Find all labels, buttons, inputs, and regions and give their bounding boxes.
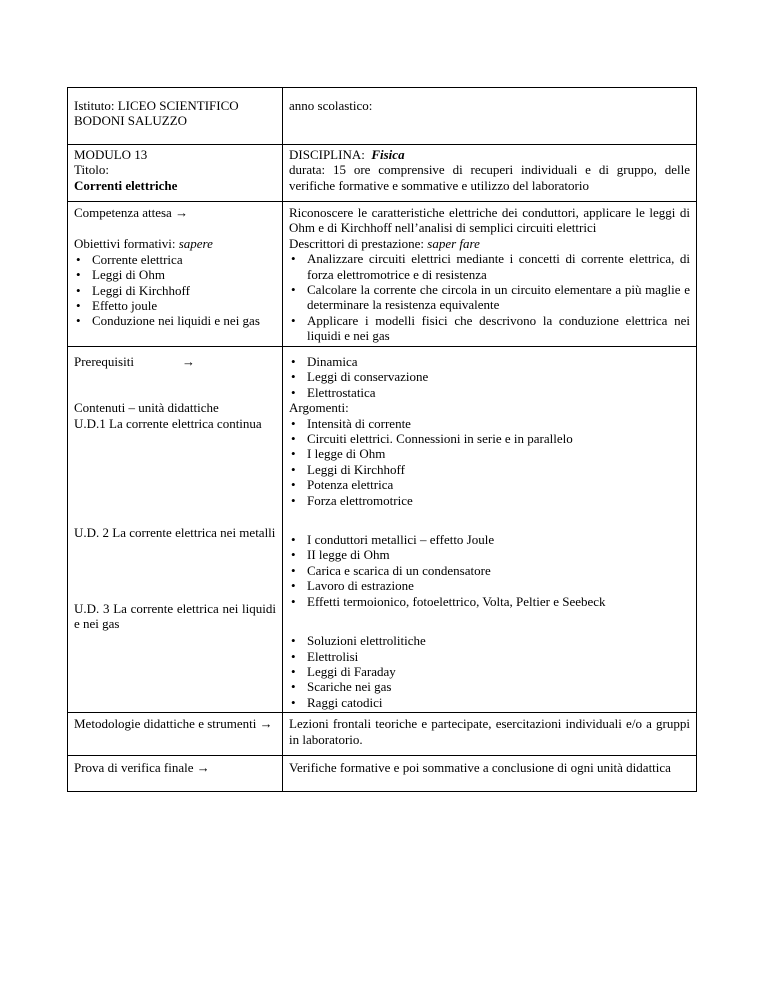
anno-text: anno scolastico: <box>289 98 373 113</box>
durata-text: durata: 15 ore comprensive di recuperi individuali e di gruppo, delle verifiche formative e sommative e utilizzo del laboratorio <box>289 162 690 193</box>
descrittori-heading <box>289 236 690 251</box>
verifica-cell <box>283 756 697 792</box>
list-item: • I legge di Ohm <box>289 446 690 461</box>
modulo-cell <box>68 145 283 202</box>
list-item: • Scariche nei gas <box>289 679 690 694</box>
prerequisiti-arrow: → <box>181 354 195 369</box>
list-item: • Leggi di Faraday <box>289 664 690 679</box>
competenza-label: Competenza attesa → <box>74 205 189 220</box>
list-item: • Leggi di conservazione <box>289 369 690 384</box>
list-item: • Applicare i modelli fisici che descrivono la conduzione elettrica nei liquidi e nei gas <box>289 313 690 344</box>
list-item: • I conduttori metallici – effetto Joule <box>289 532 690 547</box>
list-item: • Circuiti elettrici. Connessioni in serie e in parallelo <box>289 431 690 446</box>
list-item: • Dinamica <box>289 354 690 369</box>
list-item: • Intensità di corrente <box>289 416 690 431</box>
titolo-value: Correnti elettriche <box>74 177 178 193</box>
metodologie-label: Metodologie didattiche e strumenti → <box>74 716 273 732</box>
competenza-obiettivi-cell <box>68 202 283 347</box>
obiettivi-label: Obiettivi formativi: <box>74 236 176 252</box>
row-contenuti <box>68 347 697 713</box>
list-item: • Analizzare circuiti elettrici mediante i concetti di corrente elettrica, di forza elettromotrice e di resistenza <box>289 251 690 282</box>
list-item: • Raggi catodici <box>289 695 690 710</box>
metodologie-cell <box>283 713 697 756</box>
ud3-title: U.D. 3 La corrente elettrica nei liquidi e nei gas <box>74 600 276 632</box>
list-item: • Leggi di Kirchhoff <box>289 462 690 477</box>
list-item: • Carica e scarica di un condensatore <box>289 563 690 578</box>
titolo-label: Titolo: <box>74 162 109 178</box>
list-item: • Effetti termoionico, fotoelettrico, Volta, Peltier e Seebeck <box>289 594 690 609</box>
verifica-text: Verifiche formative e poi sommative a conclusione di ogni unità didattica <box>289 760 671 776</box>
contenuti-label: Contenuti – unità didattiche <box>74 400 219 416</box>
obiettivi-heading <box>74 236 276 251</box>
argomenti-cell <box>283 347 697 713</box>
argomenti-label: Argomenti: <box>289 400 349 416</box>
list-item: • Soluzioni elettrolitiche <box>289 633 690 648</box>
list-item: • Elettrostatica <box>289 385 690 400</box>
row-verifica <box>68 756 697 792</box>
list-item: • Conduzione nei liquidi e nei gas <box>74 313 276 328</box>
list-item: • Elettrolisi <box>289 649 690 664</box>
descrittori-list <box>289 251 690 343</box>
verifica-label: Prova di verifica finale → <box>74 760 210 776</box>
prerequisiti-label: Prerequisiti <box>74 354 134 369</box>
list-item: • Effetto joule <box>74 298 276 313</box>
disciplina-cell <box>283 145 697 202</box>
list-item: • Corrente elettrica <box>74 252 276 267</box>
disciplina-value: Fisica <box>371 147 405 162</box>
obiettivi-list <box>74 252 276 329</box>
list-item: • Leggi di Ohm <box>74 267 276 282</box>
disciplina-label: DISCIPLINA: <box>289 147 365 162</box>
ud1-list <box>289 416 690 508</box>
list-item: • Calcolare la corrente che circola in un circuito elementare a più maglie e determinare la resistenza equivalente <box>289 282 690 313</box>
row-modulo <box>68 145 697 202</box>
prerequisiti-contenuti-cell <box>68 347 283 713</box>
competenza-descrittori-cell <box>283 202 697 347</box>
prerequisiti-list <box>289 354 690 400</box>
metodologie-label-cell <box>68 713 283 756</box>
descrittori-saper-fare: saper fare <box>427 235 480 251</box>
ud2-title: U.D. 2 La corrente elettrica nei metalli <box>74 525 276 541</box>
row-competenze <box>68 202 697 347</box>
prerequisiti-heading <box>74 354 276 369</box>
row-metodologie <box>68 713 697 756</box>
list-item: • Lavoro di estrazione <box>289 578 690 593</box>
ud3-list <box>289 633 690 710</box>
list-item: • Leggi di Kirchhoff <box>74 283 276 298</box>
list-item: • II legge di Ohm <box>289 547 690 562</box>
istituto-cell <box>68 88 283 145</box>
competenza-text: Riconoscere le caratteristiche elettriche dei conduttori, applicare le leggi di Ohm e di Kirchhoff nell’analisi di semplici circuiti elettrici <box>289 205 690 236</box>
module-table <box>67 87 697 792</box>
istituto-text: Istituto: LICEO SCIENTIFICO BODONI SALUZZO <box>74 98 239 129</box>
verifica-label-cell <box>68 756 283 792</box>
ud1-title: U.D.1 La corrente elettrica continua <box>74 415 262 431</box>
modulo-number: MODULO 13 <box>74 147 148 162</box>
ud2-list <box>289 532 690 609</box>
list-item: • Potenza elettrica <box>289 477 690 492</box>
descrittori-label: Descrittori di prestazione: <box>289 235 425 251</box>
disciplina-line <box>289 147 690 162</box>
metodologie-text: Lezioni frontali teoriche e partecipate, esercitazioni individuali e/o a gruppi in laboratorio. <box>289 716 690 747</box>
obiettivi-sapere: sapere <box>178 236 213 252</box>
list-item: • Forza elettromotrice <box>289 493 690 508</box>
anno-cell <box>283 88 697 145</box>
row-istituto <box>68 88 697 145</box>
